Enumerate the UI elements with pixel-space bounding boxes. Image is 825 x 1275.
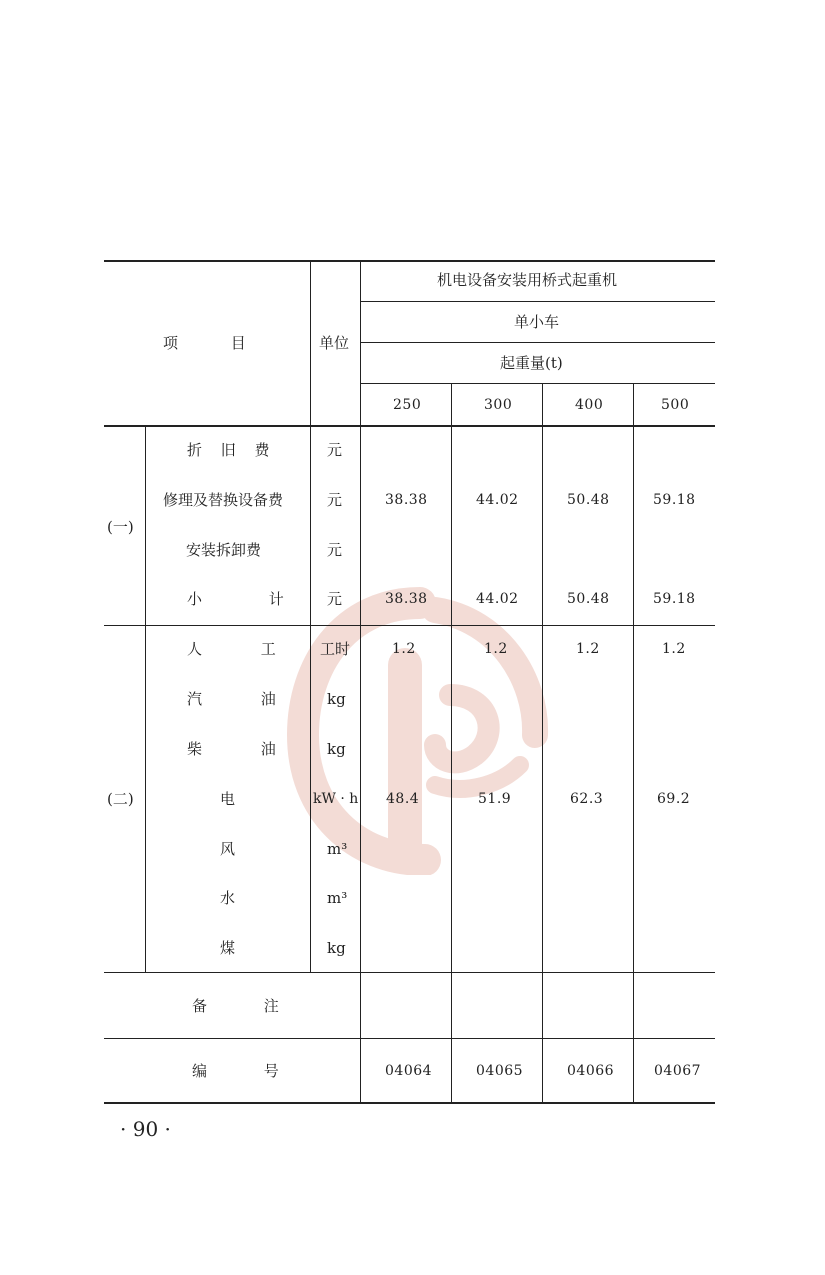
remarks-label: 备 注 xyxy=(192,997,279,1015)
row-name-install: 安装拆卸费 xyxy=(186,541,262,559)
rule-col-2 xyxy=(542,384,543,1102)
row-unit-gasoline: kg xyxy=(327,690,346,708)
row-unit-subtotal: 元 xyxy=(327,590,343,608)
cell-electricity-300: 51.9 xyxy=(478,791,512,807)
cell-repair-400: 50.48 xyxy=(567,492,610,508)
rule-section-label-col xyxy=(145,426,146,972)
rule-top xyxy=(104,260,715,262)
cell-subtotal-300: 44.02 xyxy=(476,591,519,607)
cell-subtotal-500: 59.18 xyxy=(653,591,696,607)
header-capacity: 起重量(t) xyxy=(500,354,563,372)
cell-labor-250: 1.2 xyxy=(392,641,416,657)
cell-repair-500: 59.18 xyxy=(653,492,696,508)
rule-header-2 xyxy=(360,342,715,343)
cell-repair-250: 38.38 xyxy=(385,492,428,508)
row-name-diesel: 柴 油 xyxy=(187,740,276,758)
row-unit-repair: 元 xyxy=(327,491,343,509)
section-label-2: (二) xyxy=(107,790,134,808)
row-name-repair: 修理及替换设备费 xyxy=(163,491,284,509)
row-name-water: 水 xyxy=(220,889,236,907)
row-name-subtotal: 小 计 xyxy=(187,590,284,608)
header-item: 项 目 xyxy=(163,334,246,352)
capacity-400: 400 xyxy=(575,397,604,413)
row-name-electricity: 电 xyxy=(220,790,236,808)
cell-subtotal-400: 50.48 xyxy=(567,591,610,607)
cell-labor-400: 1.2 xyxy=(576,641,600,657)
row-unit-water: m³ xyxy=(327,889,348,907)
rule-bottom xyxy=(104,1102,715,1104)
rule-unit-right xyxy=(360,261,361,1102)
row-unit-electricity: kW · h xyxy=(313,791,359,807)
header-machine-title: 机电设备安装用桥式起重机 xyxy=(437,271,618,289)
rule-unit-left xyxy=(310,261,311,972)
row-unit-labor: 工时 xyxy=(320,640,351,658)
row-name-depreciation: 折 旧 费 xyxy=(187,441,270,459)
cell-labor-500: 1.2 xyxy=(662,641,686,657)
rule-col-3 xyxy=(633,384,634,1102)
cell-subtotal-250: 38.38 xyxy=(385,591,428,607)
header-unit: 单位 xyxy=(319,334,350,352)
row-unit-depreciation: 元 xyxy=(327,441,343,459)
capacity-500: 500 xyxy=(661,397,690,413)
rule-header-1 xyxy=(360,301,715,302)
row-unit-coal: kg xyxy=(327,939,346,957)
cell-electricity-250: 48.4 xyxy=(386,791,420,807)
code-400: 04066 xyxy=(567,1063,615,1079)
row-name-coal: 煤 xyxy=(220,939,236,957)
header-subtype: 单小车 xyxy=(514,313,560,331)
rule-header-3 xyxy=(360,383,715,384)
cell-electricity-400: 62.3 xyxy=(570,791,604,807)
rule-section-end xyxy=(104,972,715,973)
row-unit-install: 元 xyxy=(327,541,343,559)
codes-label: 编 号 xyxy=(192,1062,279,1080)
section-label-1: (一) xyxy=(107,518,134,536)
cell-labor-300: 1.2 xyxy=(484,641,508,657)
row-name-labor: 人 工 xyxy=(187,640,276,658)
page-number: · 90 · xyxy=(120,1117,171,1141)
rule-remarks-end xyxy=(104,1038,715,1039)
rule-col-1 xyxy=(451,384,452,1102)
capacity-250: 250 xyxy=(393,397,422,413)
rule-header-bottom xyxy=(104,425,715,427)
row-name-gasoline: 汽 油 xyxy=(187,690,276,708)
code-250: 04064 xyxy=(385,1063,433,1079)
capacity-300: 300 xyxy=(484,397,513,413)
cell-repair-300: 44.02 xyxy=(476,492,519,508)
rule-section-split xyxy=(104,625,715,626)
row-name-air: 风 xyxy=(220,840,236,858)
code-300: 04065 xyxy=(476,1063,524,1079)
cell-electricity-500: 69.2 xyxy=(657,791,691,807)
row-unit-diesel: kg xyxy=(327,740,346,758)
row-unit-air: m³ xyxy=(327,840,348,858)
code-500: 04067 xyxy=(654,1063,702,1079)
